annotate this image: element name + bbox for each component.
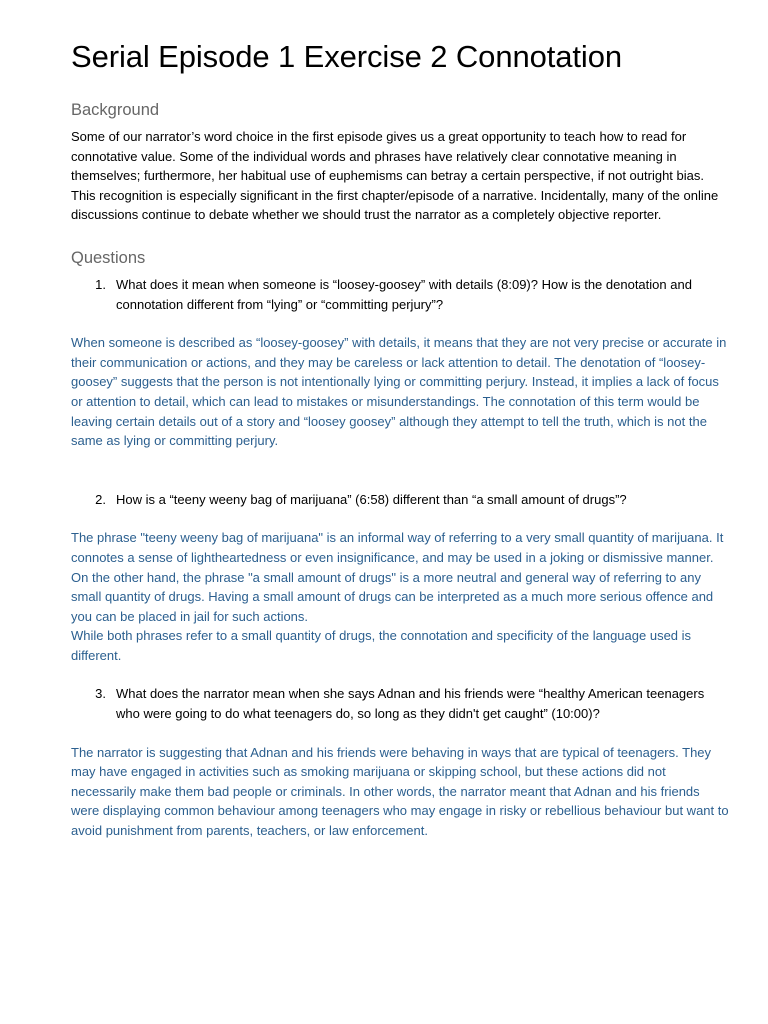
background-heading: Background [71, 101, 160, 119]
question-2-number: 2. [95, 491, 106, 507]
answer-2-paragraph-3: While both phrases refer to a small quantity of drugs, the connotation and specificity of the language used is different. [71, 628, 692, 663]
question-2 [71, 490, 731, 510]
answer-2-paragraph-1: The phrase "teeny weeny bag of marijuana" is an informal way of referring to a very small quantity of marijuana. It connotes a sense of lightheartedness or even insignificance, and may be used in a joking or dismissive manner. [71, 530, 724, 565]
question-1 [71, 275, 731, 314]
question-2-text: How is a “teeny weeny bag of marijuana” (6:58) different than “a small amount of drugs”? [116, 491, 627, 507]
answer-2-paragraph-2: On the other hand, the phrase "a small amount of drugs" is a more neutral and general way of referring to any small quantity of drugs. Having a small amount of drugs can be interpreted as a much more serious offence and you can be placed in jail for such actions. [71, 569, 714, 624]
questions-heading: Questions [71, 248, 146, 267]
answer-3 [71, 743, 731, 841]
answer-1-paragraph-1: When someone is described as “loosey-goosey” with details, it means that they are not very precise or accurate in their communication or actions, and they may be careless or lack attention to detail. The denotation of “loosey-goosey” suggests that the person is not intentionally lying or committing perjury. Instead, it implies a lack of focus or attention to detail, which can lead to mistakes or misunderstandings. The connotation of this term would be leaving certain details out of a story and “loosey goosey” although they attempt to tell the truth, which is not the same as lying or committing perjury. [71, 335, 727, 449]
question-3-number: 3. [95, 686, 106, 702]
answer-3-paragraph-1: The narrator is suggesting that Adnan and his friends were behaving in ways that are typical of teenagers. They may have engaged in activities such as smoking marijuana or skipping school, but these actions did not necessarily make them bad people or criminals. In other words, the narrator meant that Adnan and his friends were displaying common behaviour among teenagers who may engage in risky or rebellious behaviour but want to avoid punishment from parents, teachers, or law enforcement. [71, 744, 729, 839]
answer-2 [71, 528, 731, 665]
question-1-number: 1. [95, 276, 106, 292]
document-page [71, 36, 731, 841]
question-3 [71, 684, 731, 723]
background-paragraph: Some of our narrator’s word choice in the first episode gives us a great opportunity to teach how to read for connotative value. Some of the individual words and phrases have relatively clear connotative meaning in themselves; furthermore, her habitual use of euphemisms can betray a certain perspective, if not outright bias. This recognition is especially significant in the first chapter/episode of a narrative. Incidentally, many of the online discussions continue to debate whether we should trust the narrator as a completely objective reporter. [71, 129, 719, 223]
page-title: Serial Episode 1 Exercise 2 Connotation [71, 39, 622, 74]
answer-1 [71, 333, 731, 451]
question-1-text: What does it mean when someone is “loosey-goosey” with details (8:09)? How is the denotation and connotation different from “lying” or “committing perjury”? [116, 276, 692, 312]
question-3-text: What does the narrator mean when she says Adnan and his friends were “healthy American teenagers who were going to do what teenagers do, so long as they didn't get caught” (10:00)? [116, 686, 705, 722]
